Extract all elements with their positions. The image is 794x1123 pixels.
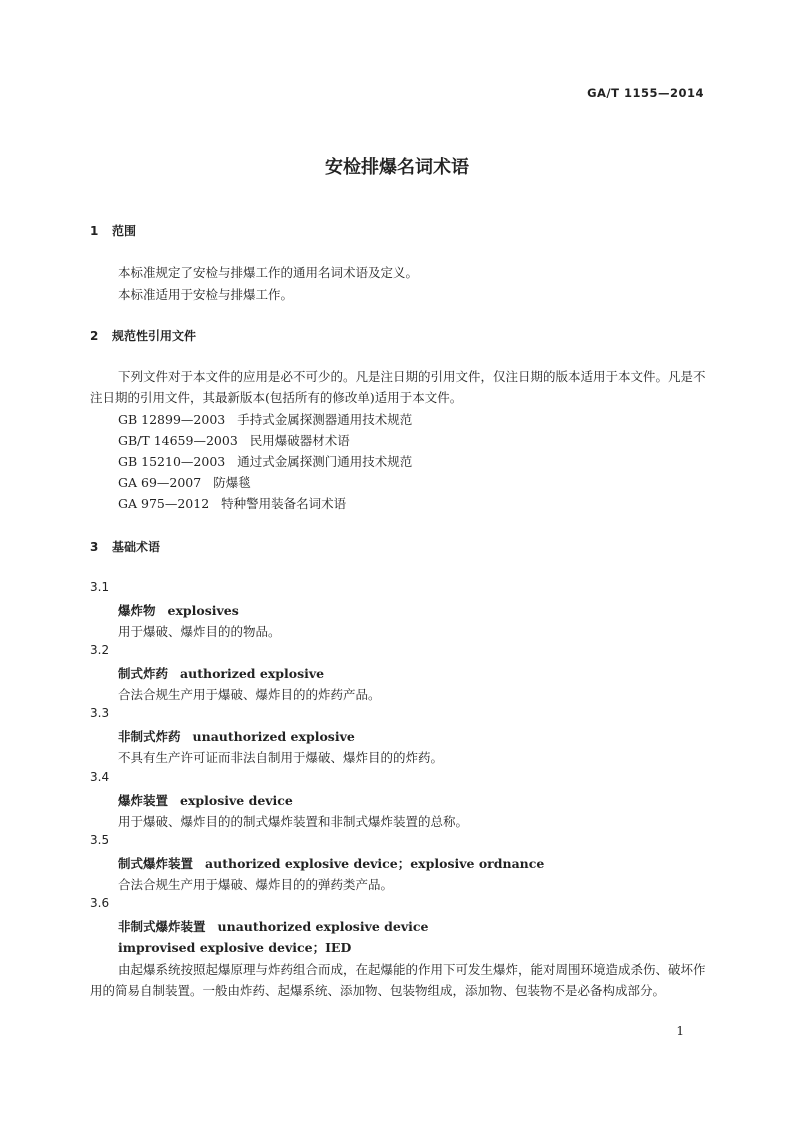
- reference-title: 通过式金属探测门通用技术规范: [237, 454, 413, 469]
- term-english: authorized explosive: [180, 666, 325, 681]
- reference-title: 民用爆破器材术语: [249, 433, 350, 448]
- section-1-heading: [90, 222, 136, 239]
- term-number: 3.4: [90, 770, 110, 784]
- term-chinese: 爆炸装置: [118, 793, 169, 808]
- reference-item: [118, 473, 251, 491]
- term-heading: [118, 664, 324, 682]
- section-title: 范围: [112, 224, 137, 238]
- scope-paragraph: 本标准规定了安检与排爆工作的通用名词术语及定义。: [118, 265, 419, 280]
- term-definition: 合法合规生产用于爆破、爆炸目的的弹药类产品。: [118, 877, 394, 892]
- section-title: 基础术语: [112, 540, 161, 554]
- term-number: 3.6: [90, 896, 110, 910]
- term-english-synonym: improvised explosive device；IED: [118, 940, 352, 955]
- reference-title: 特种警用装备名词术语: [221, 496, 347, 511]
- reference-code: GA 975—2012: [118, 496, 210, 511]
- reference-code: GA 69—2007: [118, 475, 202, 490]
- term-number: 3.1: [90, 580, 110, 594]
- reference-item: [118, 431, 350, 449]
- term-definition: 由起爆系统按照起爆原理与炸药组合而成，在起爆能的作用下可发生爆炸，能对周围环境造成杀伤、破坏作用的简易自制装置。一般由炸药、起爆系统、添加物、包装物组成，添加物、包装物不是必备构成部分。: [90, 962, 706, 998]
- reference-item: [118, 410, 412, 428]
- section-title: 规范性引用文件: [112, 329, 197, 343]
- term-number: 3.2: [90, 643, 110, 657]
- reference-code: GB 12899—2003: [118, 412, 226, 427]
- reference-item: [118, 494, 346, 512]
- term-chinese: 制式爆炸装置: [118, 856, 194, 871]
- section-3-heading: [90, 538, 160, 555]
- term-number: 3.5: [90, 833, 110, 847]
- term-chinese: 非制式炸药: [118, 729, 181, 744]
- term-chinese: 爆炸物: [118, 603, 156, 618]
- term-chinese: 制式炸药: [118, 666, 169, 681]
- term-chinese: 非制式爆炸装置: [118, 919, 206, 934]
- term-english: authorized explosive device；explosive ordnance: [205, 856, 545, 871]
- document-title: 安检排爆名词术语: [325, 157, 469, 178]
- reference-title: 防爆毯: [213, 475, 251, 490]
- page-number: 1: [676, 1024, 684, 1038]
- scope-paragraph: 本标准适用于安检与排爆工作。: [118, 287, 294, 302]
- section-number: 3: [90, 540, 99, 554]
- term-number: 3.3: [90, 706, 110, 720]
- term-definition: 用于爆破、爆炸目的的物品。: [118, 624, 281, 639]
- standard-code: GA/T 1155—2014: [587, 86, 704, 100]
- term-english: explosives: [167, 603, 239, 618]
- section-number: 1: [90, 224, 99, 238]
- term-definition: 合法合规生产用于爆破、爆炸目的的炸药产品。: [118, 687, 381, 702]
- term-heading: [118, 854, 544, 872]
- term-english: explosive device: [180, 793, 293, 808]
- term-definition: 用于爆破、爆炸目的的制式爆炸装置和非制式爆炸装置的总称。: [118, 814, 469, 829]
- term-heading: [118, 917, 428, 935]
- references-intro: 下列文件对于本文件的应用是必不可少的。凡是注日期的引用文件，仅注日期的版本适用于本文件。凡是不注日期的引用文件，其最新版本(包括所有的修改单)适用于本文件。: [90, 369, 706, 405]
- term-heading: [118, 791, 293, 809]
- term-english: unauthorized explosive: [192, 729, 355, 744]
- term-heading: [118, 601, 239, 619]
- reference-code: GB/T 14659—2003: [118, 433, 238, 448]
- reference-item: [118, 452, 412, 470]
- term-heading: [118, 727, 355, 745]
- reference-title: 手持式金属探测器通用技术规范: [237, 412, 413, 427]
- term-definition: 不具有生产许可证而非法自制用于爆破、爆炸目的的炸药。: [118, 750, 444, 765]
- section-2-heading: [90, 327, 196, 344]
- section-number: 2: [90, 329, 99, 343]
- term-english: unauthorized explosive device: [217, 919, 429, 934]
- reference-code: GB 15210—2003: [118, 454, 226, 469]
